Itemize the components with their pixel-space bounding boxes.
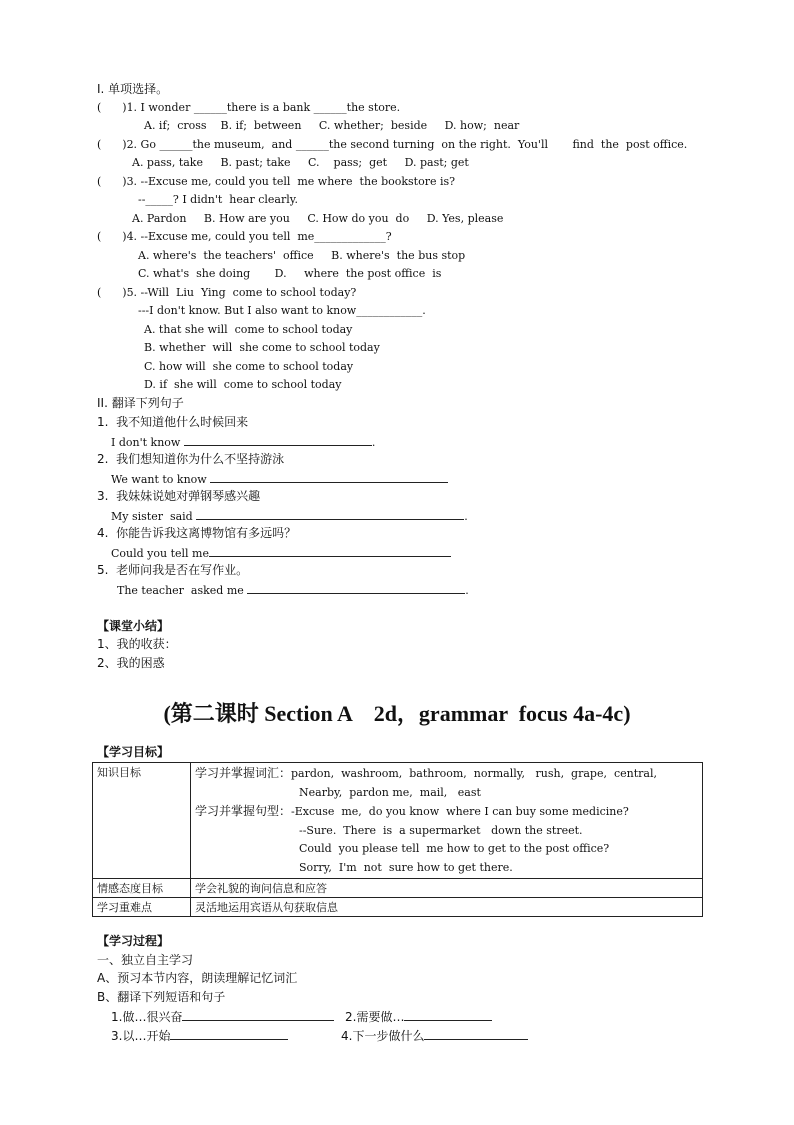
- lesson-title: (第二课时 Section A 2d，grammar focus 4a-4c): [163, 701, 631, 726]
- question-3: ( )3. --Excuse me, could you tell me where the bookstore is?: [97, 175, 456, 188]
- phrase-4: 4.下一步做什么: [341, 1028, 528, 1043]
- goal-label-key-points: 学习重难点: [93, 898, 191, 917]
- summary-doubts: 2、我的困惑: [97, 656, 165, 670]
- goal-label-knowledge: 知识目标: [93, 763, 191, 879]
- answer-blank: [209, 545, 451, 557]
- question-4: ( )4. --Excuse me, could you tell me_____________?: [97, 230, 392, 243]
- question-5-reply: ---I don't know. But I also want to know____________.: [138, 304, 426, 317]
- question-3-options: A. Pardon B. How are you C. How do you do D. Yes, please: [132, 212, 504, 225]
- goal-key-points-value: 灵活地运用宾语从句获取信息: [191, 898, 703, 917]
- translate-5-english: The teacher asked me .: [117, 584, 469, 597]
- translate-2-chinese: 2. 我们想知道你为什么不坚持游泳: [97, 452, 285, 466]
- question-4-options-cd: C. what's she doing D. where the post office is: [138, 267, 442, 280]
- translate-4-english: Could you tell me: [111, 545, 451, 561]
- question-4-options-ab: A. where's the teachers' office B. where's the bus stop: [138, 249, 466, 262]
- process-step-1: 一、独立自主学习: [97, 953, 194, 967]
- translate-3-chinese: 3. 我妹妹说她对弹钢琴感兴趣: [97, 489, 261, 503]
- answer-blank: [170, 1028, 288, 1040]
- question-5: ( )5. --Will Liu Ying come to school today?: [97, 286, 357, 299]
- process-step-b: B、翻译下列短语和句子: [97, 990, 226, 1004]
- phrase-2: 2.需要做…: [345, 1009, 492, 1024]
- goals-table: [92, 762, 703, 917]
- answer-blank: [210, 471, 448, 483]
- phrase-1: 1.做…很兴奋: [111, 1009, 334, 1024]
- goal-label-attitude: 情感态度目标: [93, 879, 191, 898]
- question-2-options: A. pass, take B. past; take C. pass; get D. past; get: [132, 156, 469, 169]
- section-heading-translate: II. 翻译下列句子: [97, 396, 184, 410]
- translate-2-english: We want to know: [111, 471, 448, 487]
- translate-4-chinese: 4. 你能告诉我这离博物馆有多远吗？: [97, 526, 297, 540]
- question-5-option-a: A. that she will come to school today: [144, 323, 353, 336]
- summary-heading: 【课堂小结】: [97, 619, 170, 633]
- goal-attitude-value: 学会礼貌的询问信息和应答: [191, 879, 703, 898]
- summary-gains: 1、我的收获：: [97, 637, 177, 651]
- section-heading-multiple-choice: I. 单项选择。: [97, 82, 169, 96]
- question-5-option-d: D. if she will come to school today: [144, 378, 342, 391]
- question-5-option-c: C. how will she come to school today: [144, 360, 354, 373]
- question-2: ( )2. Go ______the museum, and ______the second turning on the right. You'll find the post office.: [97, 138, 688, 151]
- translate-1-chinese: 1. 我不知道他什么时候回来: [97, 415, 249, 429]
- process-step-a: A、预习本节内容，朗读理解记忆词汇: [97, 971, 298, 985]
- question-3-reply: --_____? I didn't hear clearly.: [138, 193, 298, 206]
- translate-1-english: I don't know .: [111, 436, 376, 449]
- answer-blank: [182, 1009, 334, 1021]
- phrase-3: 3.以…开始: [111, 1028, 288, 1043]
- question-1-options: A. if; cross B. if; between C. whether; beside D. how; near: [144, 119, 520, 132]
- answer-blank: [184, 434, 372, 446]
- process-heading: 【学习过程】: [97, 934, 170, 948]
- answer-blank: [196, 508, 464, 520]
- goals-heading: 【学习目标】: [97, 745, 170, 759]
- goal-knowledge-content: 学习并掌握词汇：pardon, washroom, bathroom, normally, rush, grape, central, Nearby, pardon me, mail, east 学习并掌握句型：-Excuse me, do you know where I can buy some medicine? --Sure. There is a supermarket down the street. Could you please tell me how to get to the post office? Sorry, I'm not sure how to get there.: [191, 763, 703, 879]
- answer-blank: [247, 582, 465, 594]
- answer-blank: [424, 1028, 528, 1040]
- translate-3-english: My sister said .: [111, 510, 468, 523]
- answer-blank: [404, 1009, 492, 1021]
- question-5-option-b: B. whether will she come to school today: [144, 341, 380, 354]
- question-1: ( )1. I wonder ______there is a bank ______the store.: [97, 101, 401, 114]
- translate-5-chinese: 5. 老师问我是否在写作业。: [97, 563, 249, 577]
